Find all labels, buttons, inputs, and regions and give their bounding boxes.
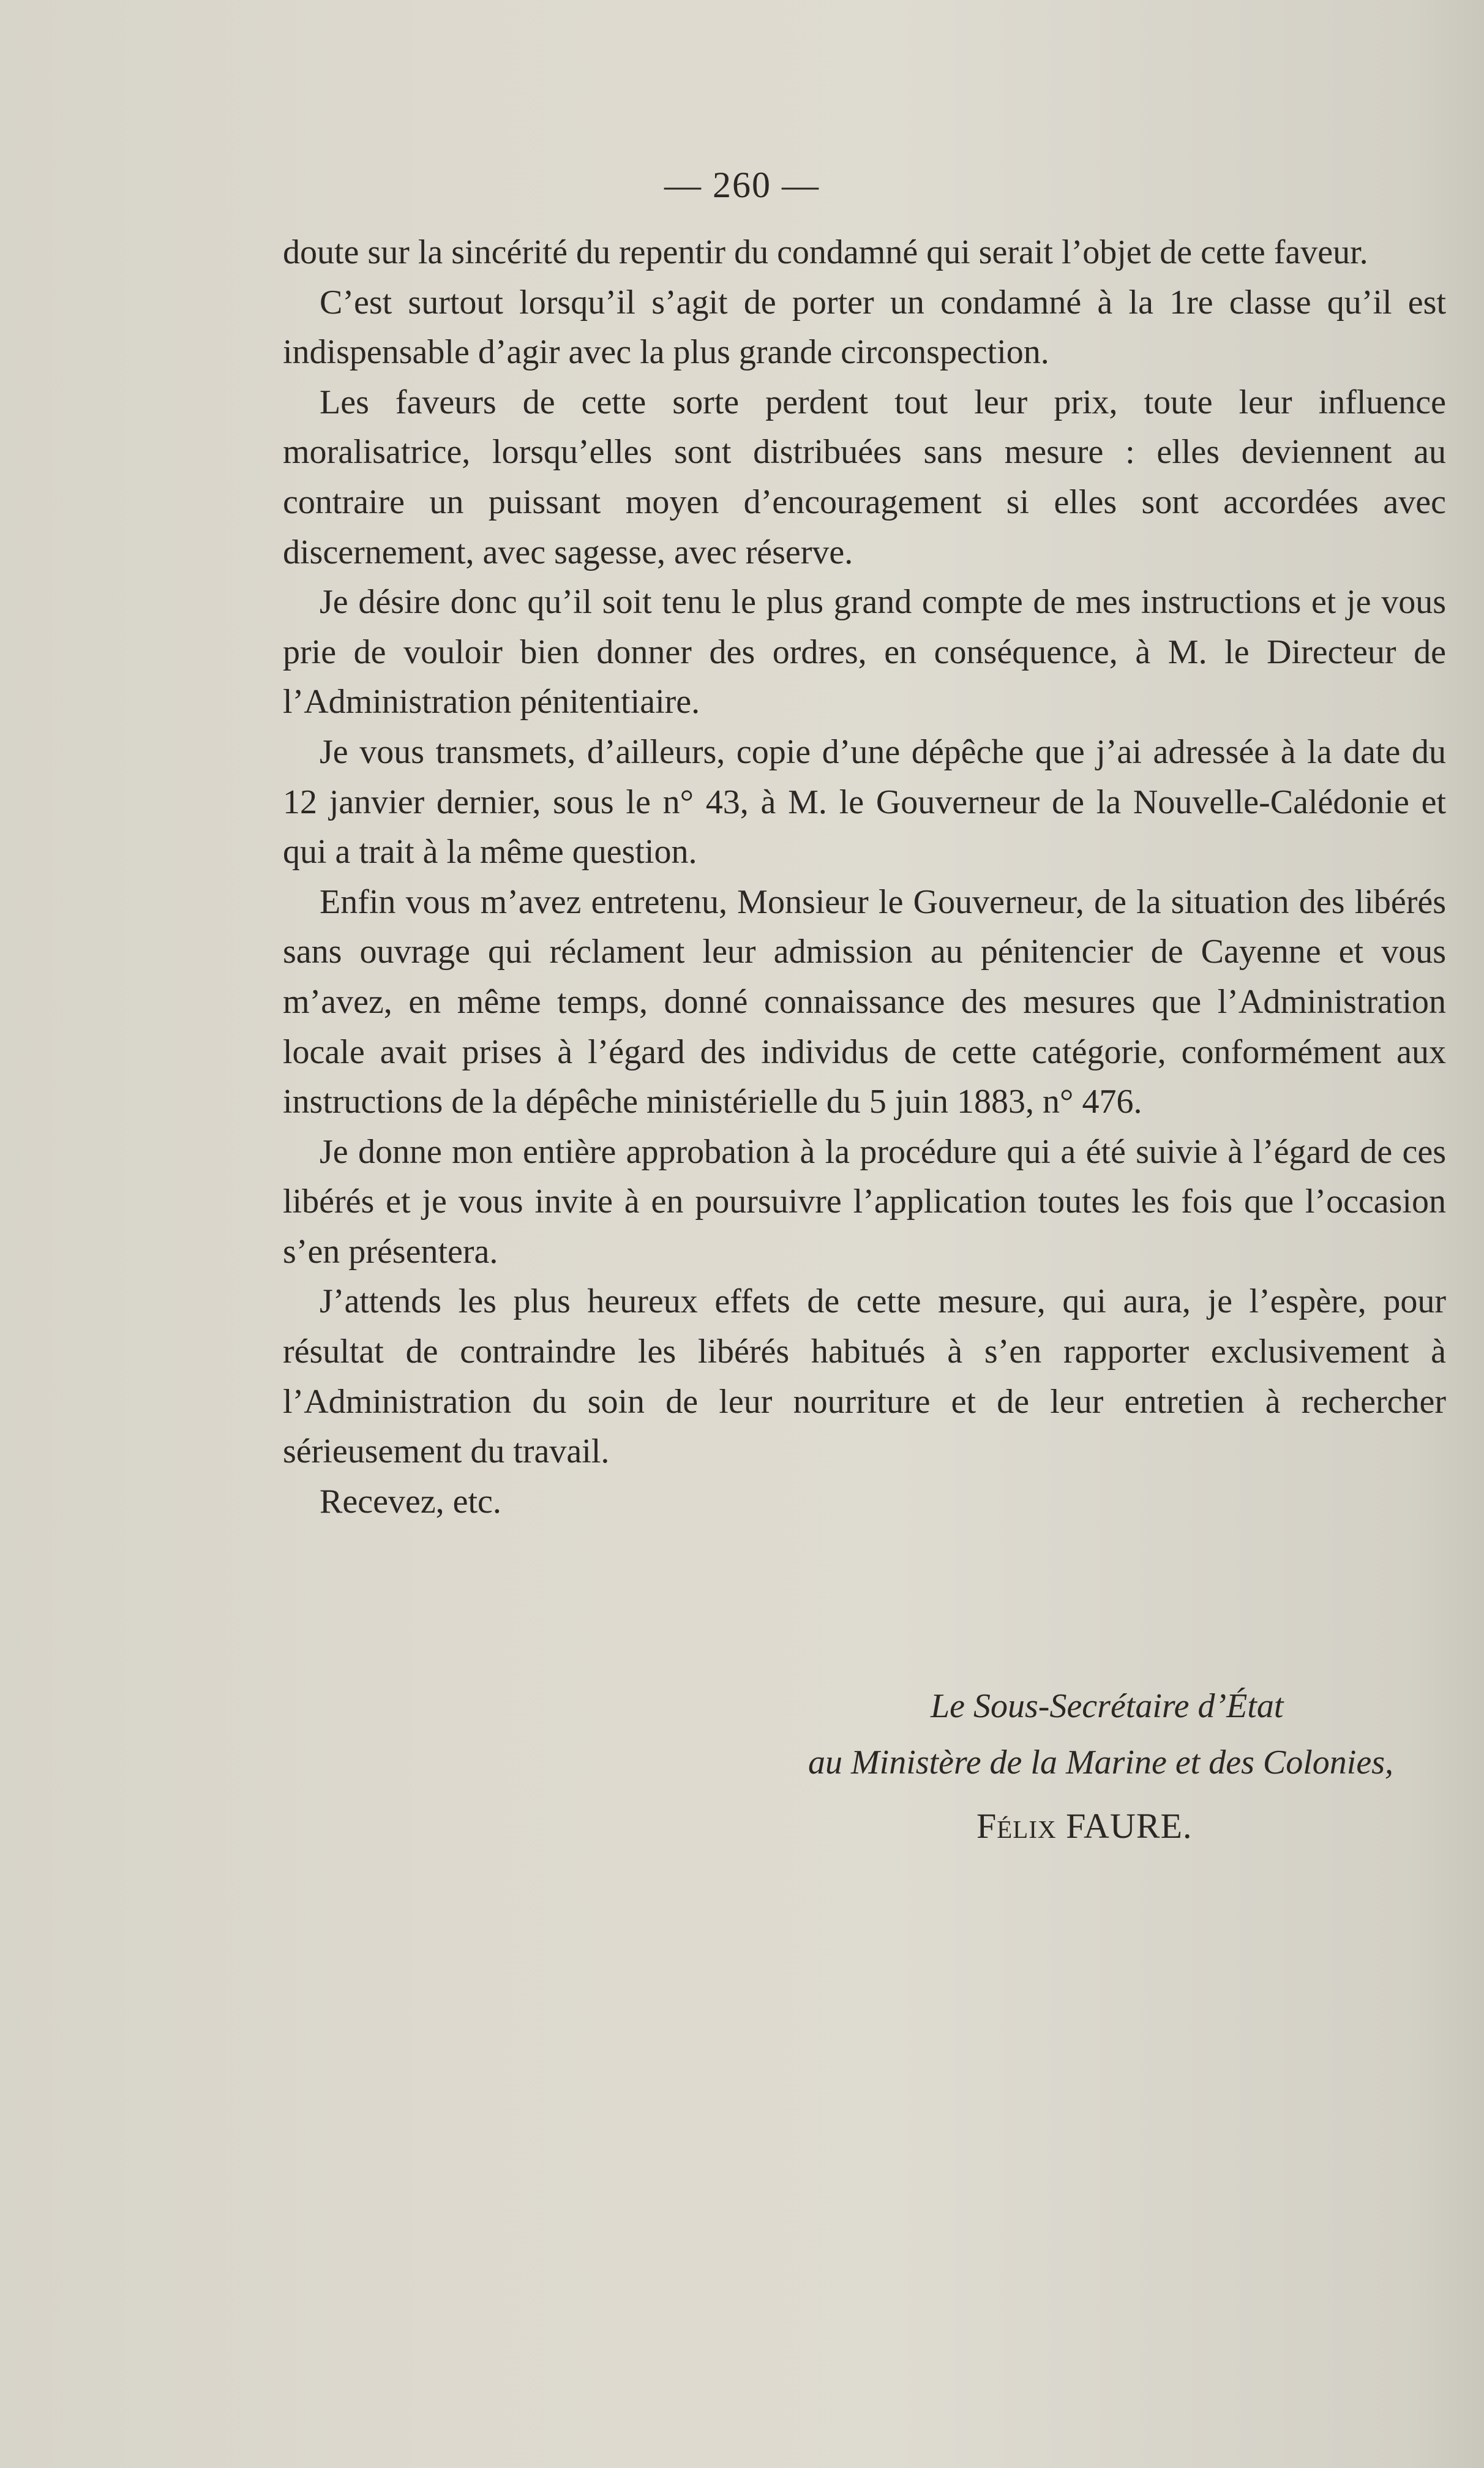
paragraph-5: Je vous transmets, d’ailleurs, copie d’une dépêche que j’ai adressée à la date du 12 janvier dernier, sous le n° 43, à M. le Gouverneur de la Nouvelle-Calédonie et qui a trait à la même question. (283, 732, 1446, 871)
signatory-last-name: FAURE. (1066, 1806, 1193, 1846)
paragraph-6: Enfin vous m’avez entretenu, Monsieur le Gouverneur, de la situation des libérés sans ouvrage qui réclament leur admission au pénitencier de Cayenne et vous m’avez, en même temps, donné connaissance des mesures que l’Administration locale avait prises à l’égard des individus de cette catégorie, conformément aux instructions de la dépêche ministérielle du 5 juin 1883, n° 476. (283, 882, 1446, 1121)
signatory-first-name: Félix (976, 1806, 1057, 1846)
signatory-ministry: au Ministère de la Marine et des Colonies, (808, 1744, 1393, 1781)
page-number: — 260 — (664, 165, 820, 205)
closing-line: Recevez, etc. (320, 1482, 501, 1521)
body-text (283, 228, 1446, 1527)
paragraph-4: Je désire donc qu’il soit tenu le plus grand compte de mes instructions et je vous prie de vouloir bien donner des ordres, en conséquence, à M. le Directeur de l’Administration pénitentiaire. (283, 583, 1446, 721)
signatory-name (976, 1798, 1192, 1854)
paragraph-8: J’attends les plus heureux effets de cette mesure, qui aura, je l’espère, pour résultat de contraindre les libérés habitués à s’en rapporter exclusivement à l’Administration du soin de leur nourriture et de leur entretien à rechercher sérieusement du travail. (283, 1282, 1446, 1471)
paragraph-7: Je donne mon entière approbation à la procédure qui a été suivie à l’égard de ces libérés et je vous invite à en poursuivre l’application toutes les fois que l’occasion s’en présentera. (283, 1132, 1446, 1271)
paragraph-1: doute sur la sincérité du repentir du condamné qui serait l’objet de cette faveur. (283, 233, 1368, 271)
paragraph-3: Les faveurs de cette sorte perdent tout leur prix, toute leur influence moralisatrice, lorsqu’elles sont distribuées sans mesure : elles deviennent au contraire un puissant moyen d’encouragement si elles sont accordées avec discernement, avec sagesse, avec réserve. (283, 383, 1446, 571)
signatory-title: Le Sous-Secrétaire d’État (931, 1687, 1284, 1725)
paragraph-2: C’est surtout lorsqu’il s’agit de porter un condamné à la 1re classe qu’il est indispensable d’agir avec la plus grande circonspection. (283, 283, 1446, 372)
